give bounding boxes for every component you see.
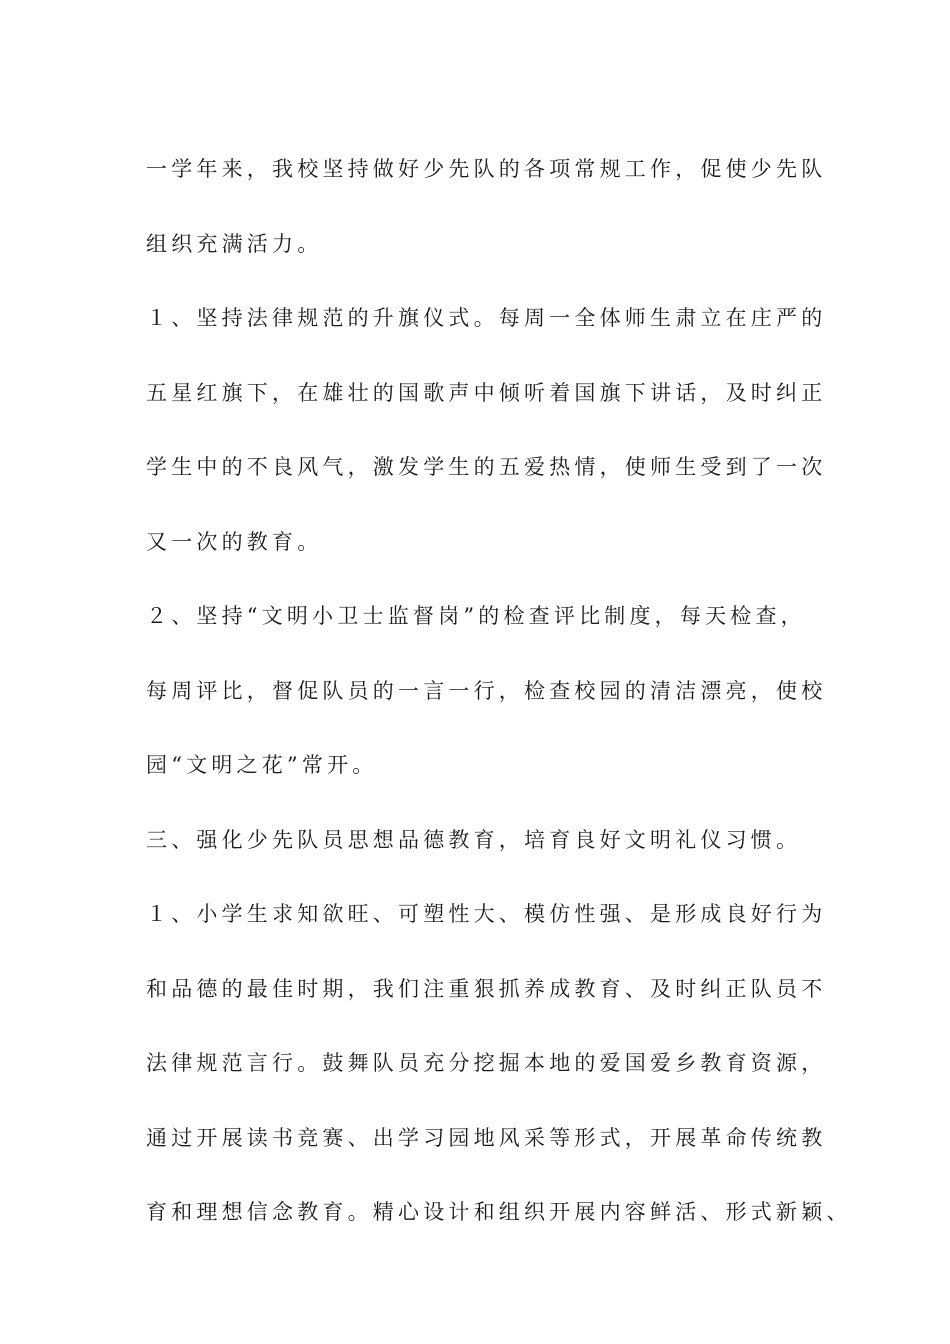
text-line: 又一次的教育。 [146, 529, 323, 554]
text-line: ２、坚持“文明小卫士监督岗”的检查评比制度，每天检查， [146, 604, 806, 628]
text-line: 一学年来，我校坚持做好少先队的各项常规工作，促使少先队 [146, 157, 827, 181]
text-line: 法律规范言行。鼓舞队员充分挖掘本地的爱国爱乡教育资源， [146, 1051, 827, 1075]
text-line: 学生中的不良风气，激发学生的五爱热情，使师生受到了一次 [146, 455, 827, 479]
text-line: 五星红旗下，在雄壮的国歌声中倾听着国旗下讲话，及时纠正 [146, 380, 827, 405]
text-line: 三、强化少先队员思想品德教育，培育良好文明礼仪习惯。 [146, 827, 802, 852]
text-line: 园“文明之花”常开。 [146, 753, 378, 777]
text-line: １、小学生求知欲旺、可塑性大、模仿性强、是形成良好行为 [146, 902, 827, 926]
text-line: 组织充满活力。 [146, 231, 323, 256]
text-line: １、坚持法律规范的升旗仪式。每周一全体师生肃立在庄严的 [146, 306, 827, 330]
document-body [146, 132, 852, 1250]
text-line: 育和理想信念教育。精心设计和组织开展内容鲜活、形式新颖、 [146, 1200, 852, 1224]
text-line: 和品德的最佳时期，我们注重狠抓养成教育、及时纠正队员不 [146, 976, 827, 1001]
text-line: 每周评比，督促队员的一言一行，检查校园的清洁漂亮，使校 [146, 678, 827, 703]
text-line: 通过开展读书竞赛、出学习园地风采等形式，开展革命传统教 [146, 1125, 827, 1150]
